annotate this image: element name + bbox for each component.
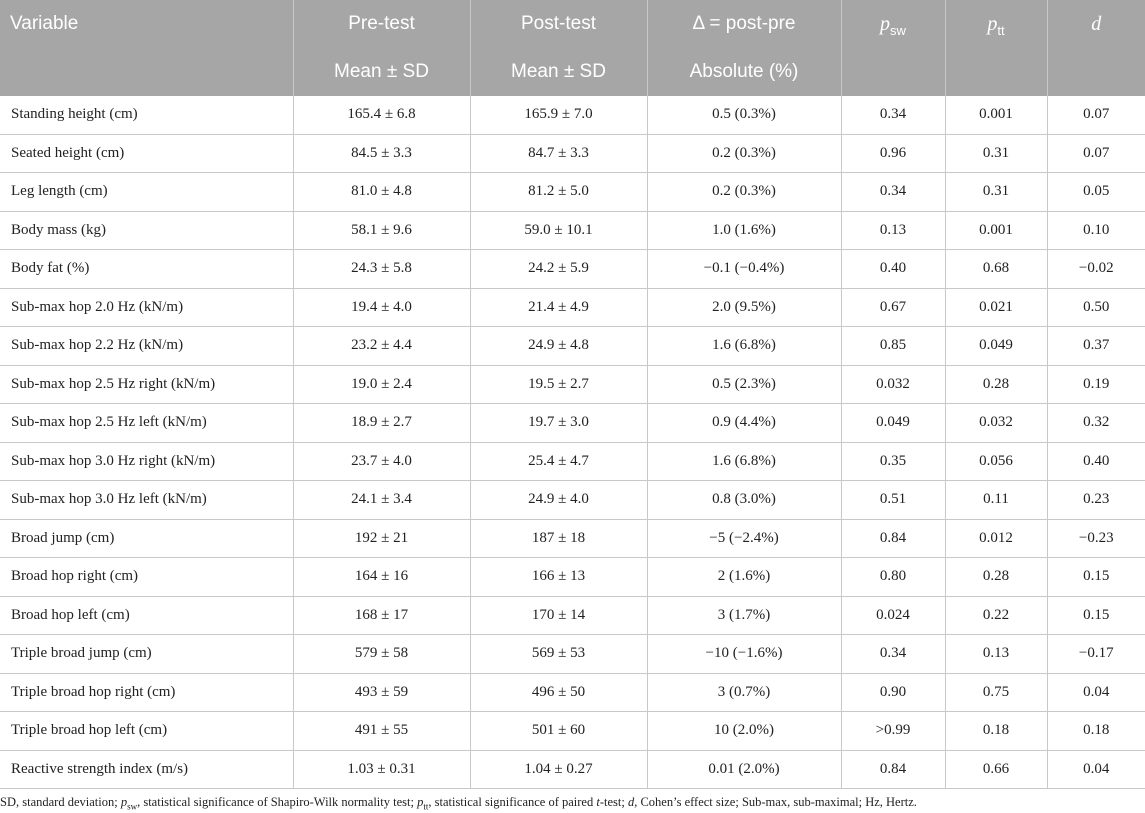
cell-variable: Triple broad hop right (cm) [0, 673, 293, 712]
cell-d: 0.40 [1047, 442, 1145, 481]
cell-delta: 10 (2.0%) [647, 712, 841, 751]
table-row [0, 288, 1145, 327]
table-row [0, 596, 1145, 635]
cell-d: 0.04 [1047, 673, 1145, 712]
cell-p-tt: 0.001 [945, 211, 1047, 250]
cell-d: 0.32 [1047, 404, 1145, 443]
cell-p-tt: 0.31 [945, 134, 1047, 173]
footnote-rest: , Cohen’s effect size; Sub-max, sub-maximal; Hz, Hertz. [634, 795, 917, 809]
cell-p-sw: 0.34 [841, 96, 945, 134]
cell-pre-test: 24.3 ± 5.8 [293, 250, 470, 289]
cell-variable: Body fat (%) [0, 250, 293, 289]
table-row [0, 327, 1145, 366]
cell-p-tt: 0.28 [945, 558, 1047, 597]
cell-p-sw: 0.51 [841, 481, 945, 520]
cell-p-tt: 0.28 [945, 365, 1047, 404]
subheader-pre-test: Mean ± SD [293, 48, 470, 96]
cell-delta: −0.1 (−0.4%) [647, 250, 841, 289]
cell-p-tt: 0.11 [945, 481, 1047, 520]
footnote-d: d [627, 795, 635, 809]
header-p-sw [841, 0, 945, 48]
cell-p-tt: 0.021 [945, 288, 1047, 327]
subheader-delta: Absolute (%) [647, 48, 841, 96]
cell-p-tt: 0.66 [945, 750, 1047, 789]
cell-d: 0.07 [1047, 96, 1145, 134]
cell-p-sw: 0.049 [841, 404, 945, 443]
cell-delta: 0.8 (3.0%) [647, 481, 841, 520]
subheader-empty-p-sw [841, 48, 945, 96]
table-row [0, 96, 1145, 134]
subheader-empty-variable [0, 48, 293, 96]
cell-p-tt: 0.049 [945, 327, 1047, 366]
cell-d: −0.23 [1047, 519, 1145, 558]
cell-post-test: 170 ± 14 [470, 596, 647, 635]
footnote-p-tt: p [417, 795, 424, 809]
footnote-test: -test; [599, 795, 628, 809]
cell-delta: 3 (1.7%) [647, 596, 841, 635]
table-row [0, 519, 1145, 558]
cell-pre-test: 168 ± 17 [293, 596, 470, 635]
cell-variable: Broad hop right (cm) [0, 558, 293, 597]
table-row [0, 250, 1145, 289]
cell-post-test: 24.9 ± 4.0 [470, 481, 647, 520]
cell-d: 0.15 [1047, 596, 1145, 635]
cell-p-tt: 0.13 [945, 635, 1047, 674]
cell-pre-test: 493 ± 59 [293, 673, 470, 712]
cell-pre-test: 23.7 ± 4.0 [293, 442, 470, 481]
cell-d: 0.37 [1047, 327, 1145, 366]
cell-variable: Broad jump (cm) [0, 519, 293, 558]
header-pre-test: Pre-test [293, 0, 470, 48]
cell-d: 0.05 [1047, 173, 1145, 212]
cell-post-test: 166 ± 13 [470, 558, 647, 597]
cell-post-test: 25.4 ± 4.7 [470, 442, 647, 481]
header-variable: Variable [0, 0, 293, 48]
subheader-empty-p-tt [945, 48, 1047, 96]
cell-post-test: 24.2 ± 5.9 [470, 250, 647, 289]
cell-p-tt: 0.68 [945, 250, 1047, 289]
header-d [1047, 0, 1145, 48]
cell-p-tt: 0.31 [945, 173, 1047, 212]
table-row [0, 673, 1145, 712]
table-row [0, 404, 1145, 443]
cell-delta: 0.5 (0.3%) [647, 96, 841, 134]
cell-post-test: 501 ± 60 [470, 712, 647, 751]
cell-p-tt: 0.18 [945, 712, 1047, 751]
table-row [0, 365, 1145, 404]
cell-d: 0.15 [1047, 558, 1145, 597]
cell-d: 0.04 [1047, 750, 1145, 789]
cell-p-tt: 0.75 [945, 673, 1047, 712]
cell-delta: 0.5 (2.3%) [647, 365, 841, 404]
cell-post-test: 81.2 ± 5.0 [470, 173, 647, 212]
cell-p-sw: 0.84 [841, 750, 945, 789]
cell-delta: 0.2 (0.3%) [647, 134, 841, 173]
footnote-p-tt-sub: tt [423, 801, 429, 812]
cell-p-sw: 0.80 [841, 558, 945, 597]
subheader-empty-d [1047, 48, 1145, 96]
cell-pre-test: 1.03 ± 0.31 [293, 750, 470, 789]
cell-p-sw: 0.35 [841, 442, 945, 481]
table-row [0, 134, 1145, 173]
header-p-sw-main: p [880, 12, 891, 35]
cell-delta: 0.01 (2.0%) [647, 750, 841, 789]
cell-d: −0.02 [1047, 250, 1145, 289]
cell-delta: −5 (−2.4%) [647, 519, 841, 558]
cell-d: −0.17 [1047, 635, 1145, 674]
cell-pre-test: 579 ± 58 [293, 635, 470, 674]
cell-delta: 0.9 (4.4%) [647, 404, 841, 443]
cell-d: 0.18 [1047, 712, 1145, 751]
cell-post-test: 569 ± 53 [470, 635, 647, 674]
cell-p-sw: 0.96 [841, 134, 945, 173]
cell-pre-test: 18.9 ± 2.7 [293, 404, 470, 443]
header-delta: Δ = post-pre [647, 0, 841, 48]
cell-p-sw: 0.40 [841, 250, 945, 289]
cell-p-tt: 0.032 [945, 404, 1047, 443]
cell-pre-test: 81.0 ± 4.8 [293, 173, 470, 212]
cell-variable: Sub-max hop 2.2 Hz (kN/m) [0, 327, 293, 366]
cell-pre-test: 58.1 ± 9.6 [293, 211, 470, 250]
cell-delta: 1.6 (6.8%) [647, 442, 841, 481]
cell-delta: 2 (1.6%) [647, 558, 841, 597]
cell-variable: Reactive strength index (m/s) [0, 750, 293, 789]
cell-variable: Broad hop left (cm) [0, 596, 293, 635]
cell-post-test: 496 ± 50 [470, 673, 647, 712]
cell-delta: −10 (−1.6%) [647, 635, 841, 674]
cell-variable: Sub-max hop 3.0 Hz right (kN/m) [0, 442, 293, 481]
table-row [0, 173, 1145, 212]
table-header [0, 0, 1145, 96]
cell-pre-test: 192 ± 21 [293, 519, 470, 558]
cell-variable: Triple broad hop left (cm) [0, 712, 293, 751]
cell-d: 0.23 [1047, 481, 1145, 520]
cell-post-test: 24.9 ± 4.8 [470, 327, 647, 366]
subheader-row [0, 48, 1145, 96]
header-p-tt-main: p [987, 12, 998, 35]
subheader-post-test: Mean ± SD [470, 48, 647, 96]
cell-p-sw: 0.34 [841, 635, 945, 674]
table-row [0, 558, 1145, 597]
cell-post-test: 19.7 ± 3.0 [470, 404, 647, 443]
header-d-label: d [1091, 12, 1102, 35]
cell-variable: Sub-max hop 3.0 Hz left (kN/m) [0, 481, 293, 520]
header-post-test: Post-test [470, 0, 647, 48]
cell-variable: Triple broad jump (cm) [0, 635, 293, 674]
header-p-sw-sub: sw [890, 22, 906, 38]
table-row [0, 712, 1145, 751]
cell-delta: 0.2 (0.3%) [647, 173, 841, 212]
header-p-tt [945, 0, 1047, 48]
cell-pre-test: 165.4 ± 6.8 [293, 96, 470, 134]
cell-post-test: 19.5 ± 2.7 [470, 365, 647, 404]
cell-p-tt: 0.22 [945, 596, 1047, 635]
cell-variable: Standing height (cm) [11, 106, 138, 123]
footnote-p-sw: p [120, 795, 128, 809]
footnote-t: t [596, 795, 600, 809]
cell-p-sw: 0.024 [841, 596, 945, 635]
cell-pre-test: 491 ± 55 [293, 712, 470, 751]
cell-d: 0.50 [1047, 288, 1145, 327]
cell-post-test: 59.0 ± 10.1 [470, 211, 647, 250]
cell-p-tt: 0.056 [945, 442, 1047, 481]
header-row [0, 0, 1145, 48]
footnote-p-sw-sub: sw [127, 801, 138, 812]
cell-delta: 1.0 (1.6%) [647, 211, 841, 250]
cell-post-test: 187 ± 18 [470, 519, 647, 558]
cell-d: 0.10 [1047, 211, 1145, 250]
table-row [0, 442, 1145, 481]
cell-p-sw: 0.85 [841, 327, 945, 366]
cell-post-test: 21.4 ± 4.9 [470, 288, 647, 327]
table-footnote [0, 795, 1145, 812]
cell-pre-test: 19.4 ± 4.0 [293, 288, 470, 327]
cell-post-test: 84.7 ± 3.3 [470, 134, 647, 173]
table-row [0, 750, 1145, 789]
cell-variable: Sub-max hop 2.0 Hz (kN/m) [0, 288, 293, 327]
cell-pre-test: 24.1 ± 3.4 [293, 481, 470, 520]
cell-p-tt: 0.001 [945, 96, 1047, 134]
cell-delta: 1.6 (6.8%) [647, 327, 841, 366]
footnote-sd: SD, standard deviation; [0, 795, 121, 809]
cell-p-sw: 0.13 [841, 211, 945, 250]
table-body [0, 96, 1145, 789]
table-row [0, 211, 1145, 250]
cell-pre-test: 19.0 ± 2.4 [293, 365, 470, 404]
cell-p-sw: 0.84 [841, 519, 945, 558]
cell-delta: 3 (0.7%) [647, 673, 841, 712]
cell-variable: Sub-max hop 2.5 Hz right (kN/m) [0, 365, 293, 404]
cell-post-test: 1.04 ± 0.27 [470, 750, 647, 789]
cell-p-sw: 0.90 [841, 673, 945, 712]
table-row [0, 481, 1145, 520]
cell-delta: 2.0 (9.5%) [647, 288, 841, 327]
cell-pre-test: 23.2 ± 4.4 [293, 327, 470, 366]
cell-pre-test: 84.5 ± 3.3 [293, 134, 470, 173]
cell-d: 0.07 [1047, 134, 1145, 173]
cell-variable: Seated height (cm) [0, 134, 293, 173]
cell-d: 0.19 [1047, 365, 1145, 404]
cell-post-test: 165.9 ± 7.0 [470, 96, 647, 134]
cell-variable: Sub-max hop 2.5 Hz left (kN/m) [0, 404, 293, 443]
cell-p-sw: 0.34 [841, 173, 945, 212]
cell-pre-test: 164 ± 16 [293, 558, 470, 597]
footnote-p-tt-desc: , statistical significance of paired [428, 795, 597, 809]
cell-p-tt: 0.012 [945, 519, 1047, 558]
cell-p-sw: 0.67 [841, 288, 945, 327]
table-row [0, 635, 1145, 674]
header-p-tt-sub: tt [997, 22, 1005, 38]
cell-p-sw: >0.99 [841, 712, 945, 751]
footnote-p-sw-desc: , statistical significance of Shapiro-Wilk normality test; [137, 795, 418, 809]
cell-variable: Body mass (kg) [0, 211, 293, 250]
cell-variable: Leg length (cm) [0, 173, 293, 212]
cell-p-sw: 0.032 [841, 365, 945, 404]
